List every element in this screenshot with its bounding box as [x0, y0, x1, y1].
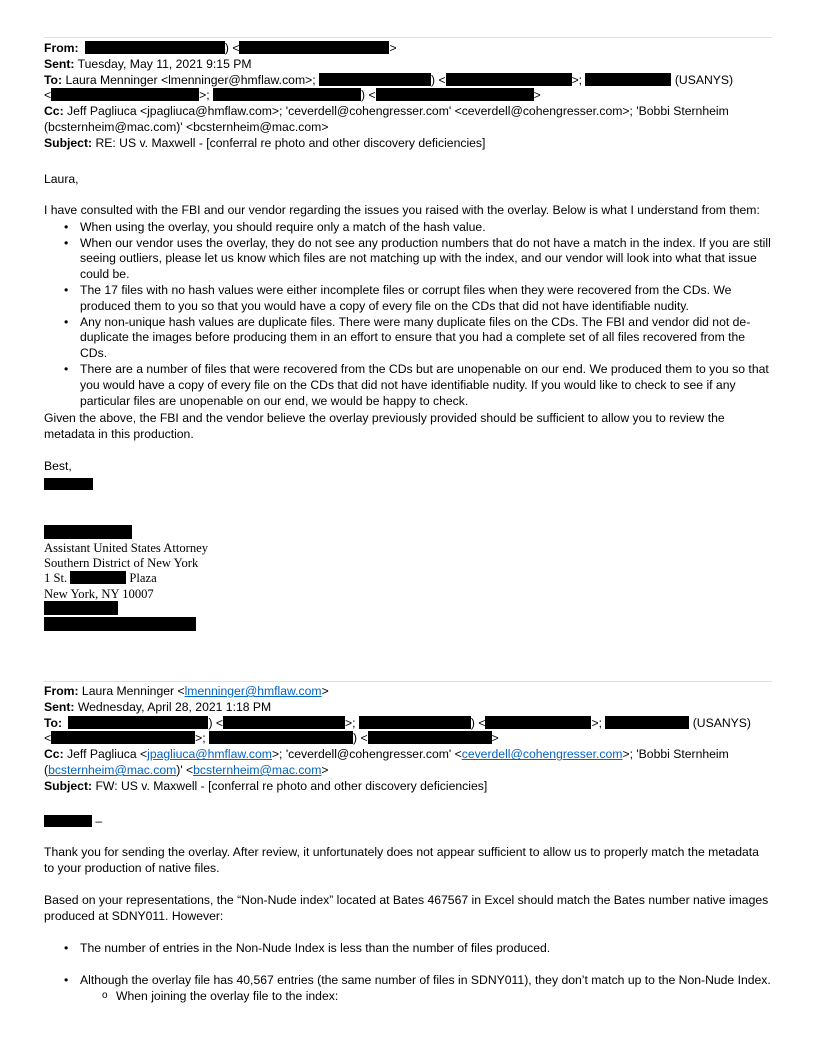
cc-label: Cc:	[44, 104, 64, 119]
email2-sent-date: Wednesday, April 28, 2021 1:18 PM	[77, 699, 272, 714]
signature-city: New York, NY 10007	[44, 586, 154, 601]
closing: Best,	[44, 459, 72, 473]
email2-salutation	[44, 814, 772, 830]
email2-bullets	[44, 941, 772, 957]
separator-top	[44, 37, 772, 38]
usanys-label: (USANYS)	[674, 72, 734, 87]
signature-office: Southern District of New York	[44, 556, 199, 571]
paragraph: Based on your representations, the “Non-Nude index” located at Bates 467567 in Excel should match the Bates number native images produced at SDNY011. However:	[44, 893, 769, 923]
email2-para2	[44, 893, 772, 925]
signature-title: Assistant United States Attorney	[44, 541, 209, 555]
list-item: • There are a number of files that were recovered from the CDs but are unopenable on our end. We produced them to you so that you would have a copy of every file on the CDs that did not have identifiable nudity. If you would like to check to see if any particular files are unopenable on our end, we would be happy to check.	[80, 362, 772, 409]
redaction	[68, 716, 208, 729]
subject-label: Subject:	[44, 135, 93, 150]
from-label: From:	[44, 684, 79, 698]
email-link[interactable]: jpagliuca@hmflaw.com	[147, 747, 272, 762]
redaction	[209, 731, 353, 744]
redaction	[44, 815, 92, 827]
redaction	[51, 731, 195, 744]
redaction	[368, 731, 492, 744]
subject-label: Subject:	[44, 778, 93, 793]
redaction	[85, 41, 225, 54]
redaction	[239, 41, 389, 54]
signature-block	[44, 541, 772, 602]
redaction	[485, 716, 591, 729]
separator-middle	[44, 681, 772, 682]
email1-subject-line	[44, 136, 774, 152]
bullet-list	[44, 941, 772, 957]
email1-to-line2: < >; ) < >	[44, 88, 541, 103]
usanys-label: (USANYS)	[692, 715, 751, 730]
redaction	[44, 478, 93, 490]
sub-list-item: o When joining the overlay file to the index:	[116, 989, 772, 1005]
redaction	[44, 617, 196, 631]
email1-body	[44, 203, 772, 409]
email2-header	[44, 684, 774, 795]
redaction	[51, 88, 199, 101]
redaction	[605, 716, 689, 729]
redaction	[319, 73, 431, 86]
list-item: • Although the overlay file has 40,567 entries (the same number of files in SDNY011), they don’t match up to the Non-Nude Index. o When joining the overlay file to the index:	[80, 973, 772, 1005]
email2-bullets-2	[44, 973, 772, 1005]
email2-cc-line: Cc: Jeff Pagliuca <jpagliuca@hmflaw.com>; 'ceverdell@cohengresser.com' <ceverdell@cohengresser.com>; 'Bobbi Sternheim	[44, 747, 729, 762]
email1-to-line: To: Laura Menninger <lmenninger@hmflaw.com>; ) < >; (USANYS)	[44, 72, 734, 87]
email2-para1	[44, 845, 772, 877]
email2-to-line: To: ) < >; ) < >; (USANYS)	[44, 715, 751, 730]
email2-sent-line	[44, 700, 774, 716]
email1-sent-date: Tuesday, May 11, 2021 9:15 PM	[77, 56, 252, 71]
email2-to-line2: < >; ) < >	[44, 731, 499, 746]
salutation: –	[44, 814, 772, 830]
email1-sent-line	[44, 57, 774, 73]
list-item: • The number of entries in the Non-Nude Index is less than the number of files produced.	[80, 941, 772, 957]
redaction	[213, 88, 361, 101]
email-link[interactable]: bcsternheim@mac.com	[193, 762, 322, 777]
from-label: From:	[44, 41, 79, 55]
bullet-list	[44, 973, 772, 1005]
email2-from-line: From: Laura Menninger <lmenninger@hmflaw.com>	[44, 684, 329, 698]
redaction	[70, 571, 126, 584]
list-item: • The 17 files with no hash values were either incomplete files or corrupt files when they were recovered from the CDs. We produced them to you so that you would have a copy of every file on the CDs that did not have identifiable nudity.	[80, 283, 772, 315]
email1-from-line: From: ) < >	[44, 41, 397, 55]
bullet-list	[44, 220, 772, 410]
list-item: • Any non-unique hash values are duplicate files. There were many duplicate files on the CDs. The FBI and vendor did not de-duplicate the images before producing them in an effort to ensure that you had a complete set of all files recovered from the CDs.	[80, 315, 772, 362]
email1-header	[44, 41, 774, 152]
sent-label: Sent:	[44, 699, 75, 714]
email1-cc-text-2: (bcsternheim@mac.com)' <bcsternheim@mac.com>	[44, 119, 329, 134]
email1-cc-text: Jeff Pagliuca <jpagliuca@hmflaw.com>; 'ceverdell@cohengresser.com' <ceverdell@cohengresser.com>; 'Bobbi Sternheim	[67, 104, 729, 119]
email2-subject: FW: US v. Maxwell - [conferral re photo and other discovery deficiencies]	[95, 778, 488, 793]
sub-list	[80, 989, 772, 1005]
redaction	[446, 73, 572, 86]
email-link[interactable]: bcsternheim@mac.com	[48, 762, 177, 777]
redaction	[44, 525, 132, 539]
redaction	[359, 716, 471, 729]
redaction	[585, 73, 671, 86]
sent-label: Sent:	[44, 56, 75, 71]
email-link[interactable]: lmenninger@hmflaw.com	[184, 684, 322, 698]
redaction	[223, 716, 345, 729]
email2-cc-line2: (bcsternheim@mac.com)' <bcsternheim@mac.com>	[44, 762, 329, 777]
list-item: • When using the overlay, you should require only a match of the hash value.	[80, 220, 772, 236]
redaction	[376, 88, 534, 101]
to-label: To:	[44, 715, 63, 730]
email2-subject-line	[44, 779, 774, 795]
email-link[interactable]: ceverdell@cohengresser.com	[461, 747, 623, 762]
to-label: To:	[44, 72, 63, 87]
to-recipient: Laura Menninger <lmenninger@hmflaw.com>;	[65, 72, 316, 87]
greeting: Laura,	[44, 172, 79, 186]
email1-subject: RE: US v. Maxwell - [conferral re photo and other discovery deficiencies]	[95, 135, 486, 150]
email1-closing	[44, 459, 772, 475]
paragraph: Thank you for sending the overlay. After review, it unfortunately does not appear sufficient to allow us to properly match the metadata to your production of native files.	[44, 845, 759, 875]
email1-conclusion	[44, 411, 772, 443]
email1-cc-line	[44, 104, 774, 120]
redaction	[44, 601, 118, 615]
list-item: • When our vendor uses the overlay, they do not see any production numbers that do not have a match in the index. If you are still seeing outliers, please let us know which files are not matching up with the index, and our vendor will look into what that issue could be.	[80, 236, 772, 283]
cc-label: Cc:	[44, 747, 64, 762]
signature-address: 1 St. Plaza	[44, 571, 157, 586]
intro-paragraph: I have consulted with the FBI and our vendor regarding the issues you raised with the overlay. Below is what I understand from them:	[44, 203, 760, 217]
conclusion-paragraph: Given the above, the FBI and the vendor believe the overlay previously provided should be sufficient to allow you to review the metadata in this production.	[44, 411, 725, 441]
email1-greeting	[44, 172, 772, 188]
